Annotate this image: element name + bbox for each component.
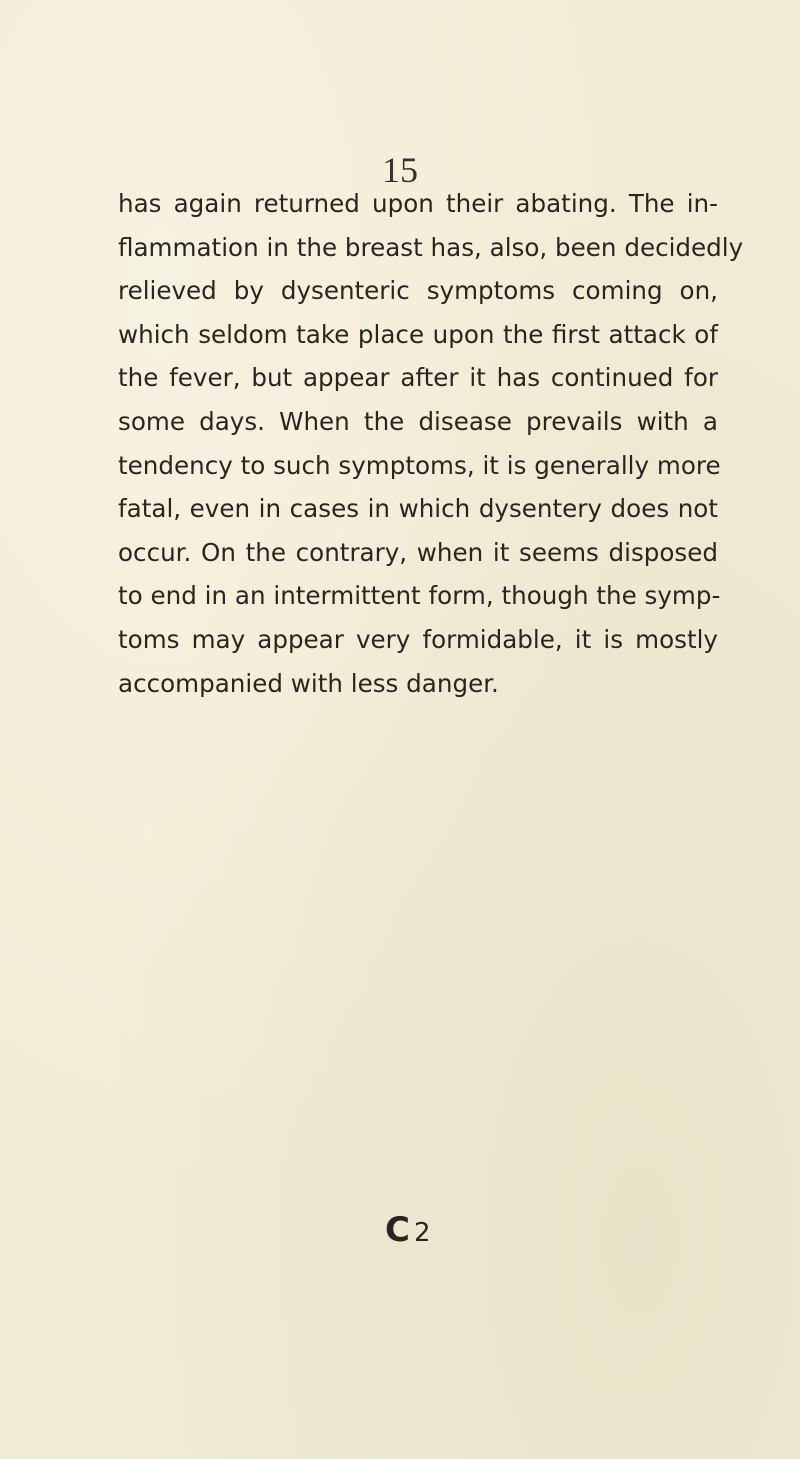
- text-line: to end in an intermittent form, though the symp-: [118, 581, 721, 611]
- signature-number: 2: [413, 1218, 431, 1248]
- signature-letter: C: [385, 1210, 410, 1250]
- text-line: fatal, even in cases in which dysentery does not: [118, 494, 718, 524]
- signature-mark: [385, 1210, 431, 1253]
- text-line: which seldom take place upon the first attack of: [118, 319, 718, 349]
- text-line: flammation in the breast has, also, been decidedly: [118, 232, 744, 262]
- text-line: has again returned upon their abating. The in-: [118, 189, 718, 218]
- text-line: occur. On the contrary, when it seems disposed: [118, 537, 718, 567]
- text-line: accompanied with less danger.: [118, 668, 499, 698]
- body-paragraph: [118, 182, 744, 705]
- text-line: some days. When the disease prevails with a: [118, 406, 718, 436]
- text-line: tendency to such symptoms, it is generally more: [118, 450, 721, 480]
- page-number: 15: [382, 150, 418, 190]
- text-line: toms may appear very formidable, it is mostly: [118, 624, 718, 654]
- text-line: the fever, but appear after it has continued for: [118, 363, 718, 393]
- text-line: relieved by dysenteric symptoms coming on,: [118, 276, 718, 306]
